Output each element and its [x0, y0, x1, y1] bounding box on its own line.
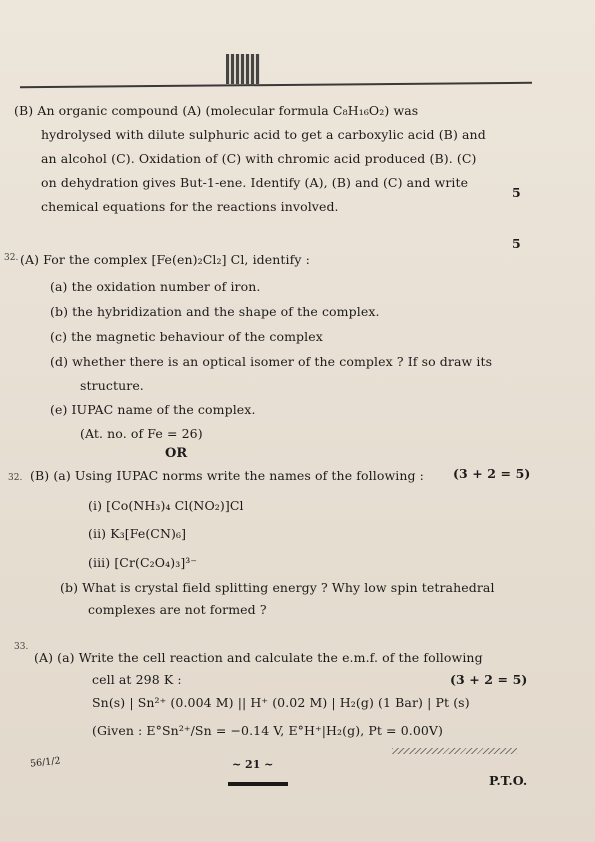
q32a-item-c: (c) the magnetic behaviour of the complex — [50, 329, 323, 344]
wavy-underline — [392, 748, 517, 754]
qr-code-icon — [226, 54, 260, 84]
q32-number: 32. — [4, 253, 19, 263]
paper-code: 56/1/2 — [29, 755, 62, 770]
page-number-bar — [228, 782, 288, 786]
q33-given: (Given : E°Sn²⁺/Sn = −0.14 V, E°H⁺|H₂(g), Pt = 0.00V) — [92, 723, 444, 738]
q32a-stem: (A) For the complex [Fe(en)₂Cl₂] Cl, identify : — [20, 252, 310, 267]
q32b-item-i: (i) [Co(NH₃)₄ Cl(NO₂)]Cl — [88, 498, 244, 513]
q32a-item-d-cont: structure. — [80, 378, 144, 393]
q32b-stem: (B) (a) Using IUPAC norms write the names of the following : — [30, 468, 424, 483]
q33-number: 33. — [14, 642, 29, 652]
q32b-item-b-cont: complexes are not formed ? — [88, 602, 267, 617]
q32b-number: 32. — [8, 473, 23, 483]
q32b-item-iii: (iii) [Cr(C₂O₄)₃]³⁻ — [88, 555, 198, 570]
qb-marks: 5 — [512, 185, 521, 200]
qb-line-3: an alcohol (C). Oxidation of (C) with chromic acid produced (B). (C) — [41, 151, 477, 166]
qb-line-2: hydrolysed with dilute sulphuric acid to get a carboxylic acid (B) and — [41, 127, 486, 142]
q32b-marks: (3 + 2 = 5) — [453, 466, 531, 481]
q32a-item-a: (a) the oxidation number of iron. — [50, 279, 261, 294]
q32b-item-b: (b) What is crystal field splitting energy ? Why low spin tetrahedral — [60, 580, 495, 595]
q33-stem: (A) (a) Write the cell reaction and calculate the e.m.f. of the following — [34, 650, 483, 665]
q32b-item-ii: (ii) K₃[Fe(CN)₆] — [88, 526, 187, 541]
or-separator: OR — [165, 446, 188, 461]
top-divider — [20, 82, 532, 88]
q32a-marks: 5 — [512, 236, 521, 251]
page-number: ~ 21 ~ — [232, 758, 274, 771]
qb-line-1: (B) An organic compound (A) (molecular formula C₈H₁₆O₂) was — [14, 103, 419, 118]
qb-line-5: chemical equations for the reactions involved. — [41, 199, 339, 214]
q32a-note: (At. no. of Fe = 26) — [80, 426, 203, 441]
q33-condition: cell at 298 K : — [92, 672, 182, 687]
pto-label: P.T.O. — [489, 773, 528, 788]
q33-cell: Sn(s) | Sn²⁺ (0.004 M) || H⁺ (0.02 M) | H₂(g) (1 Bar) | Pt (s) — [92, 695, 470, 710]
q32a-item-d: (d) whether there is an optical isomer of the complex ? If so draw its — [50, 354, 493, 369]
q33-marks: (3 + 2 = 5) — [450, 672, 528, 687]
q32a-item-b: (b) the hybridization and the shape of the complex. — [50, 304, 380, 319]
qb-line-4: on dehydration gives But-1-ene. Identify (A), (B) and (C) and write — [41, 175, 469, 190]
q32a-item-e: (e) IUPAC name of the complex. — [50, 402, 256, 417]
